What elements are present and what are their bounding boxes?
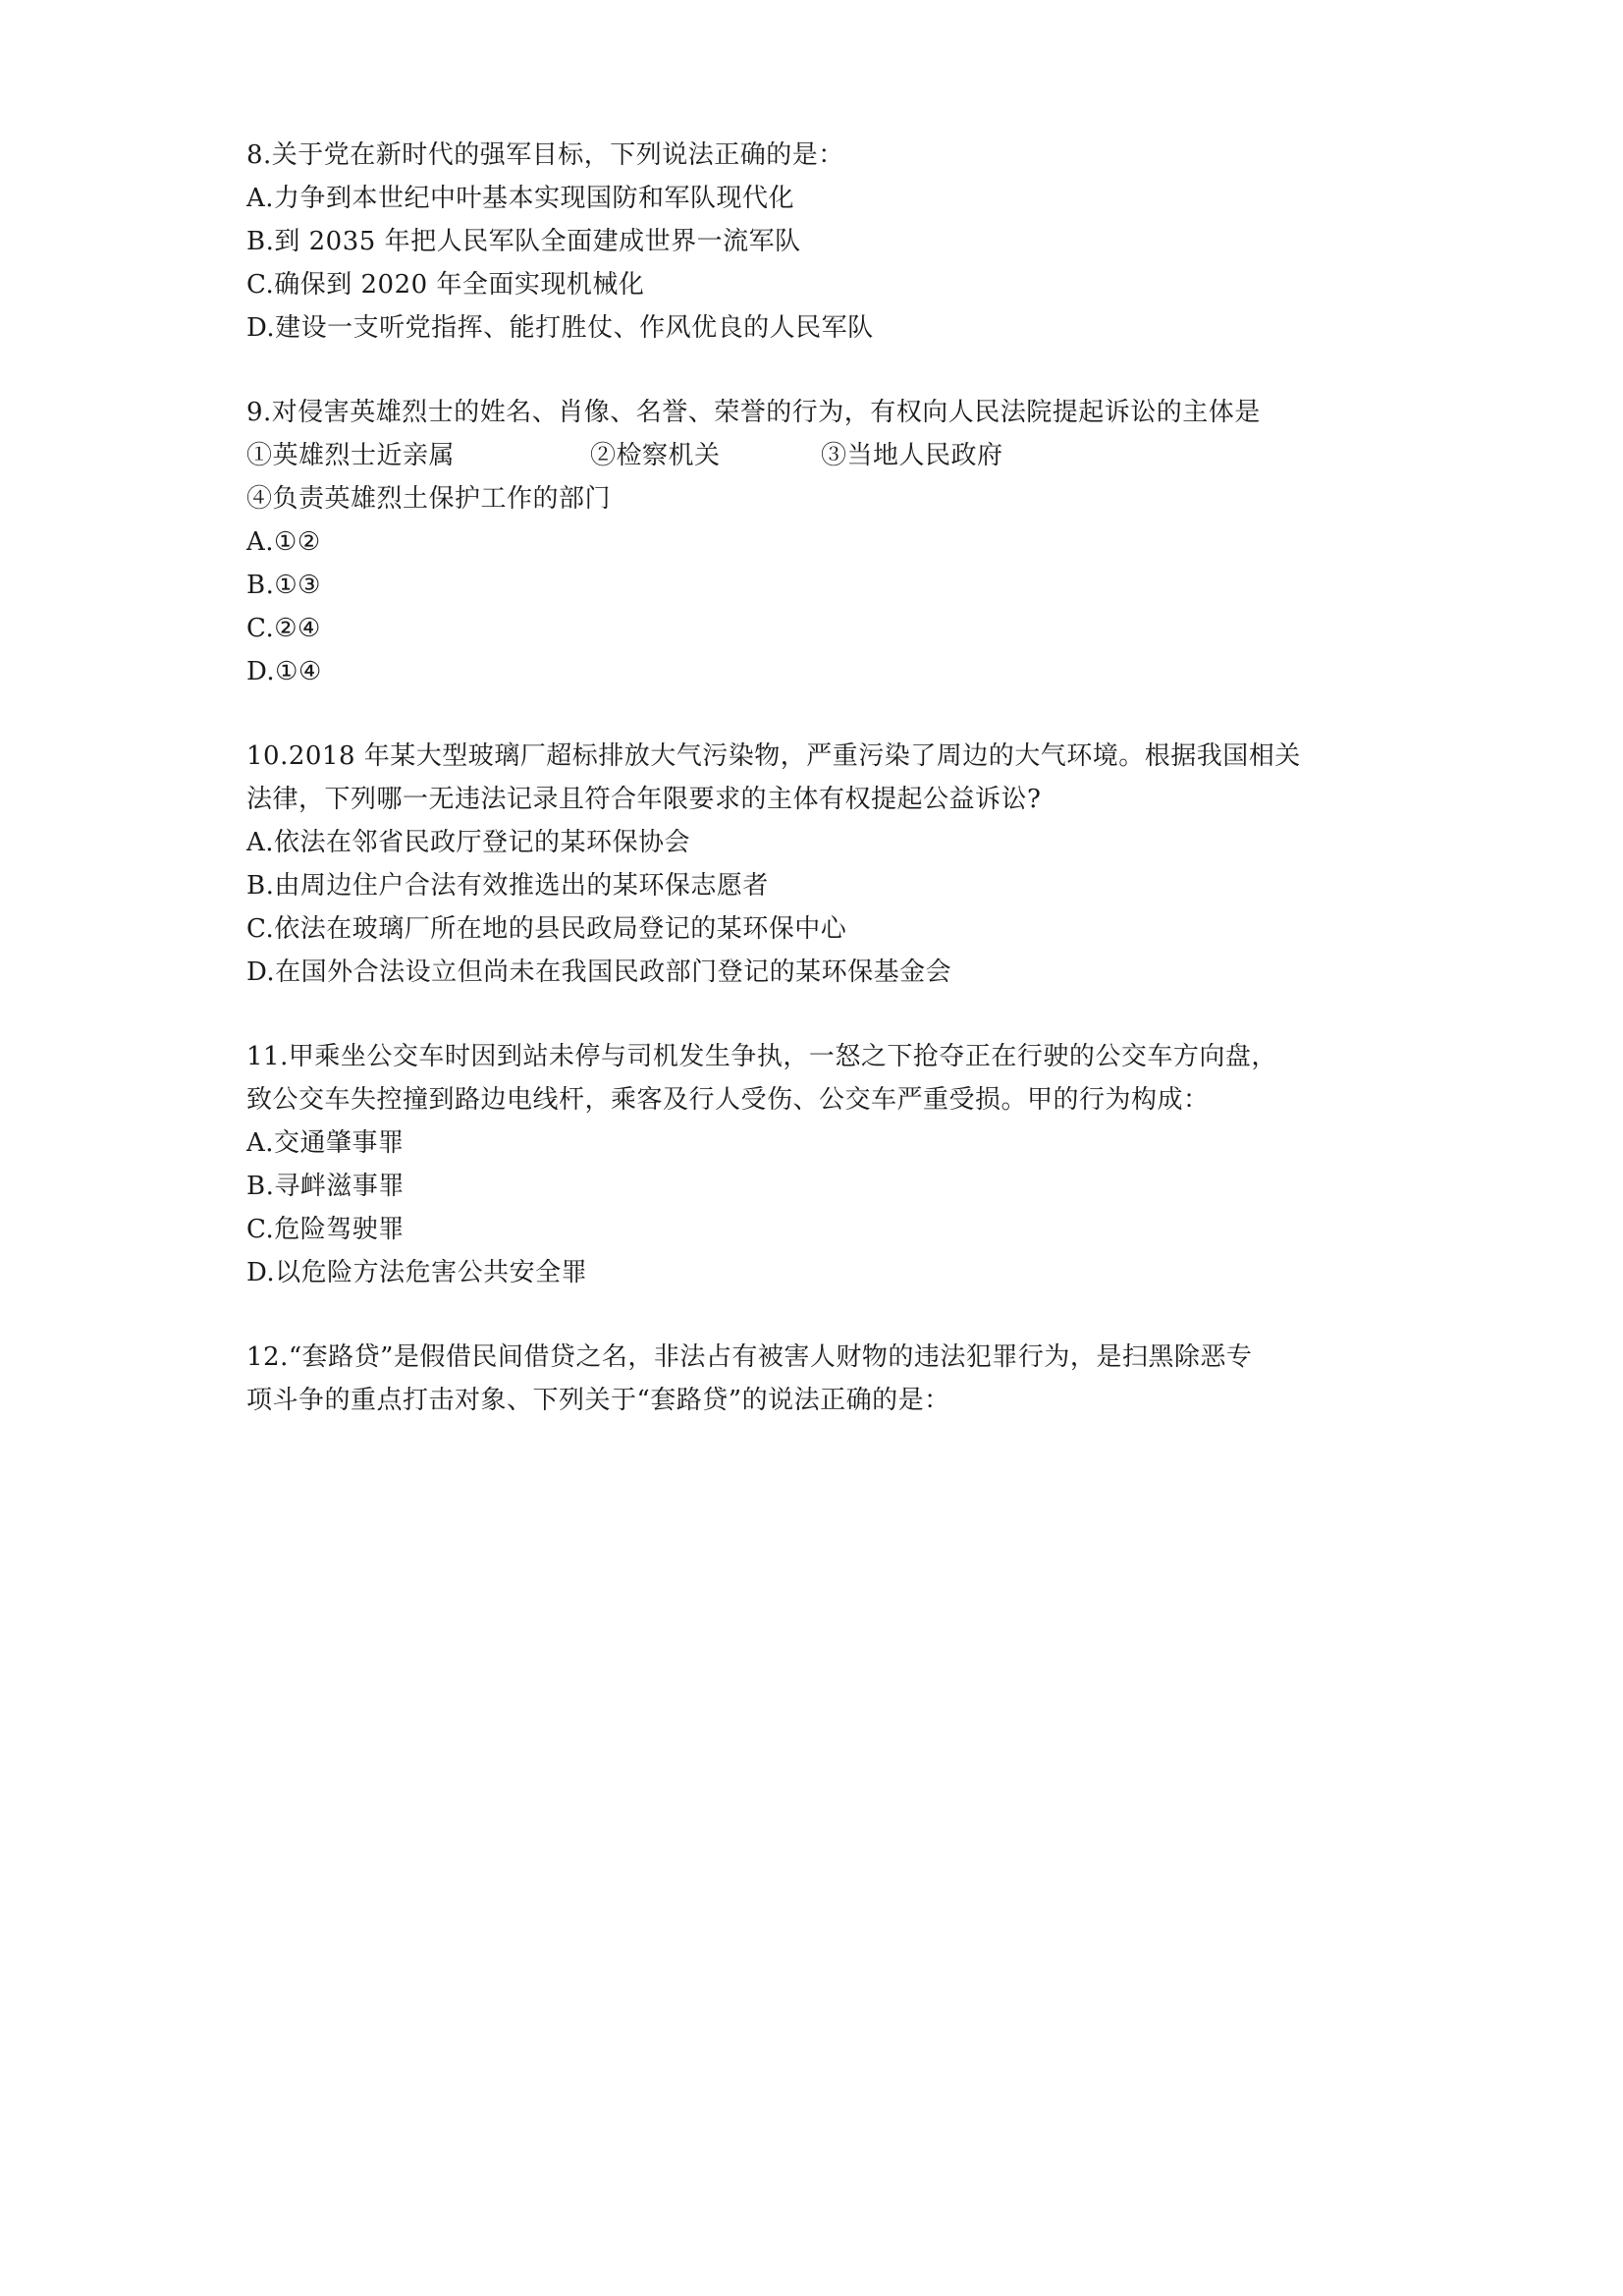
q8-stem: 8.关于党在新时代的强军目标，下列说法正确的是： — [246, 140, 844, 170]
q12-stem-line-1: 12.“套路贷”是假借民间借贷之名，非法占有被害人财物的违法犯罪行为，是扫黑除恶专 — [246, 1342, 1253, 1372]
q9-items-row — [246, 438, 1032, 473]
q8-option-a: A.力争到本世纪中叶基本实现国防和军队现代化 — [246, 184, 795, 213]
q8-option-c: C.确保到 2020 年全面实现机械化 — [246, 270, 645, 300]
q10-option-d: D.在国外合法设立但尚未在我国民政部门登记的某环保基金会 — [246, 957, 952, 987]
q9-option-b: B.①③ — [246, 571, 321, 600]
q11-option-b: B.寻衅滋事罪 — [246, 1172, 405, 1201]
q9-item-2: ②检察机关 — [590, 441, 721, 470]
q11-option-c: C.危险驾驶罪 — [246, 1215, 405, 1244]
q9-item-1: ①英雄烈士近亲属 — [246, 441, 456, 470]
q11-stem-line-2: 致公交车失控撞到路边电线杆，乘客及行人受伤、公交车严重受损。甲的行为构成： — [246, 1085, 1210, 1115]
q10-option-a: A.依法在邻省民政厅登记的某环保协会 — [246, 828, 691, 857]
q10-option-c: C.依法在玻璃厂所在地的县民政局登记的某环保中心 — [246, 914, 847, 944]
q9-item-3: ③当地人民政府 — [821, 441, 1003, 470]
q9-stem: 9.对侵害英雄烈士的姓名、肖像、名誉、荣誉的行为，有权向人民法院提起诉讼的主体是 — [246, 398, 1261, 427]
q11-option-d: D.以危险方法危害公共安全罪 — [246, 1258, 588, 1287]
q10-stem-line-1: 10.2018 年某大型玻璃厂超标排放大气污染物，严重污染了周边的大气环境。根据我国相关 — [246, 741, 1301, 771]
q11-stem-line-1: 11.甲乘坐公交车时因到站未停与司机发生争执，一怒之下抢夺正在行驶的公交车方向盘， — [246, 1042, 1277, 1071]
q12-stem-line-2: 项斗争的重点打击对象、下列关于“套路贷”的说法正确的是： — [246, 1386, 950, 1415]
q11-option-a: A.交通肇事罪 — [246, 1128, 405, 1158]
q9-option-d: D.①④ — [246, 657, 322, 686]
q10-option-b: B.由周边住户合法有效推选出的某环保志愿者 — [246, 871, 769, 901]
q9-option-c: C.②④ — [246, 614, 321, 643]
q8-option-b: B.到 2035 年把人民军队全面建成世界一流军队 — [246, 227, 801, 256]
q9-option-a: A.①② — [246, 527, 321, 557]
q9-item-4: ④负责英雄烈土保护工作的部门 — [246, 484, 612, 514]
q8-option-d: D.建设一支听党指挥、能打胜仗、作风优良的人民军队 — [246, 313, 874, 343]
q10-stem-line-2: 法律，下列哪一无违法记录且符合年限要求的主体有权提起公益诉讼? — [246, 785, 1042, 814]
